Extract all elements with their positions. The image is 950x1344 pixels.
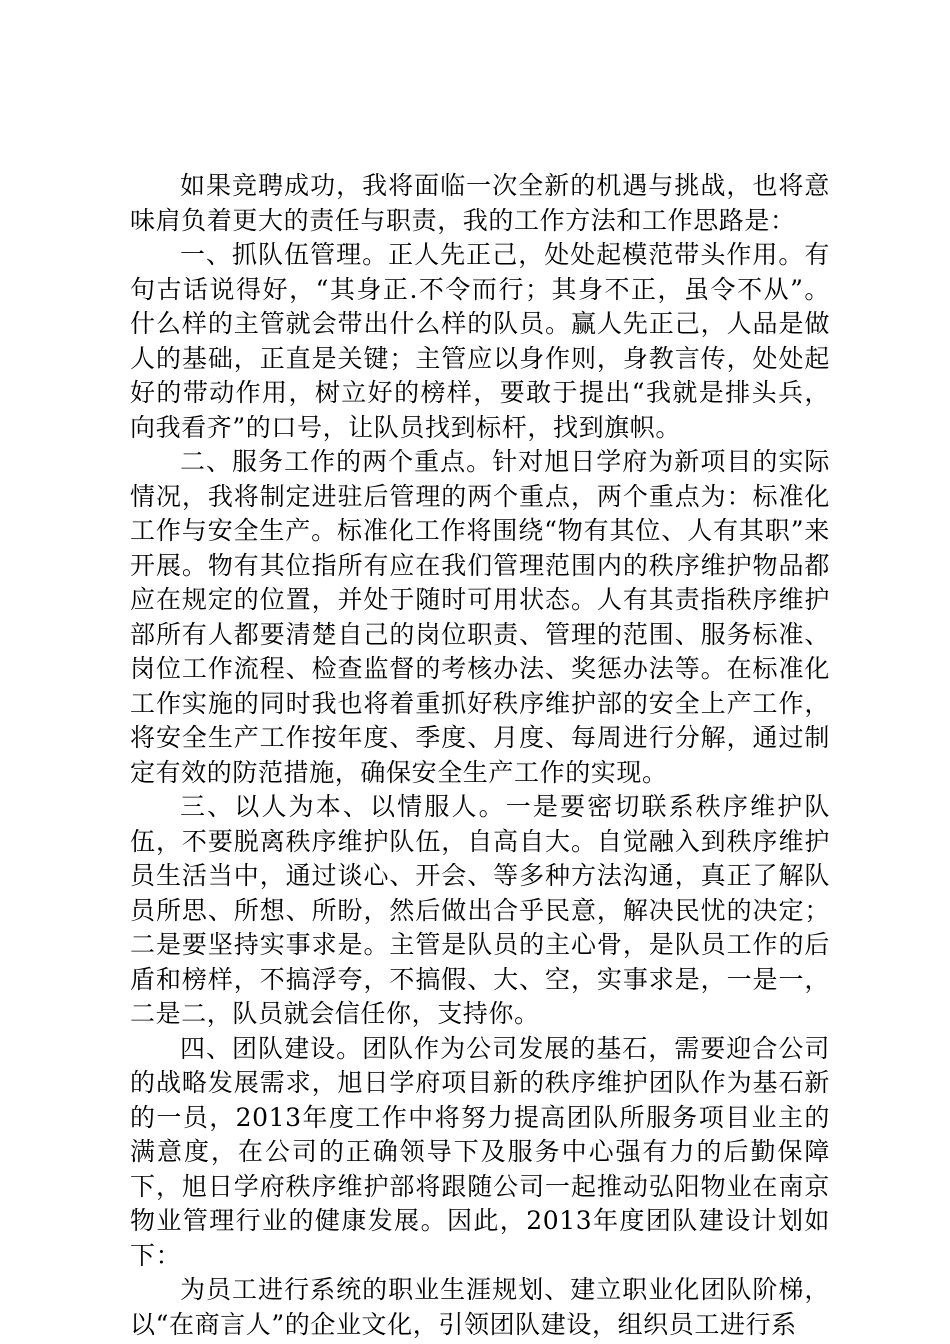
paragraph-people-oriented: 三、以人为本、以情服人。一是要密切联系秩序维护队伍，不要脱离秩序维护队伍，自高自大。自觉融入到秩序维护员生活当中，通过谈心、开会、等多种方法沟通，真正了解队员所思、所想、所盼，然后做出合乎民意，解决民忧的决定；二是要坚持实事求是。主管是队员的主心骨，是队员工作的后盾和榜样，不搞浮夸，不搞假、大、空，实事求是，一是一，二是二，队员就会信任你，支持你。 [130,792,830,1028]
paragraph-intro: 如果竞聘成功，我将面临一次全新的机遇与挑战，也将意味肩负着更大的责任与职责，我的工作方法和工作思路是： [130,171,830,235]
paragraph-team-building: 四、团队建设。团队作为公司发展的基石，需要迎合公司的战略发展需求，旭日学府项目新的秩序维护团队作为基石新的一员，2013年度工作中将努力提高团队所服务项目业主的满意度，在公司的正确领导下及服务中心强有力的后勤保障下，旭日学府秩序维护部将跟随公司一起推动弘阳物业在南京物业管理行业的健康发展。因此，2013年度团队建设计划如下： [130,1033,830,1270]
paragraph-team-management: 一、抓队伍管理。正人先正己，处处起模范带头作用。有句古话说得好，“其身正.不令而行；其身不正，虽令不从”。什么样的主管就会带出什么样的队员。赢人先正己，人品是做人的基础，正直是关键；主管应以身作则，身教言传，处处起好的带动作用，树立好的榜样，要敢于提出“我就是排头兵，向我看齐”的口号，让队员找到标杆，找到旗帜。 [130,240,830,442]
paragraph-career-planning: 为员工进行系统的职业生涯规划、建立职业化团队阶梯，以“在商言人”的企业文化，引领团队建设，组织员工进行系 [130,1275,830,1339]
document-body [130,169,830,1342]
paragraph-service-focus: 二、服务工作的两个重点。针对旭日学府为新项目的实际情况，我将制定进驻后管理的两个重点，两个重点为：标准化工作与安全生产。标准化工作将围绕“物有其位、人有其职”来开展。物有其位指所有应在我们管理范围内的秩序维护物品都应在规定的位置，并处于随时可用状态。人有其责指秩序维护部所有人都要清楚自己的岗位职责、管理的范围、服务标准、岗位工作流程、检查监督的考核办法、奖惩办法等。在标准化工作实施的同时我也将着重抓好秩序维护部的安全上产工作，将安全生产工作按年度、季度、月度、每周进行分解，通过制定有效的防范措施，确保安全生产工作的实现。 [130,447,830,787]
